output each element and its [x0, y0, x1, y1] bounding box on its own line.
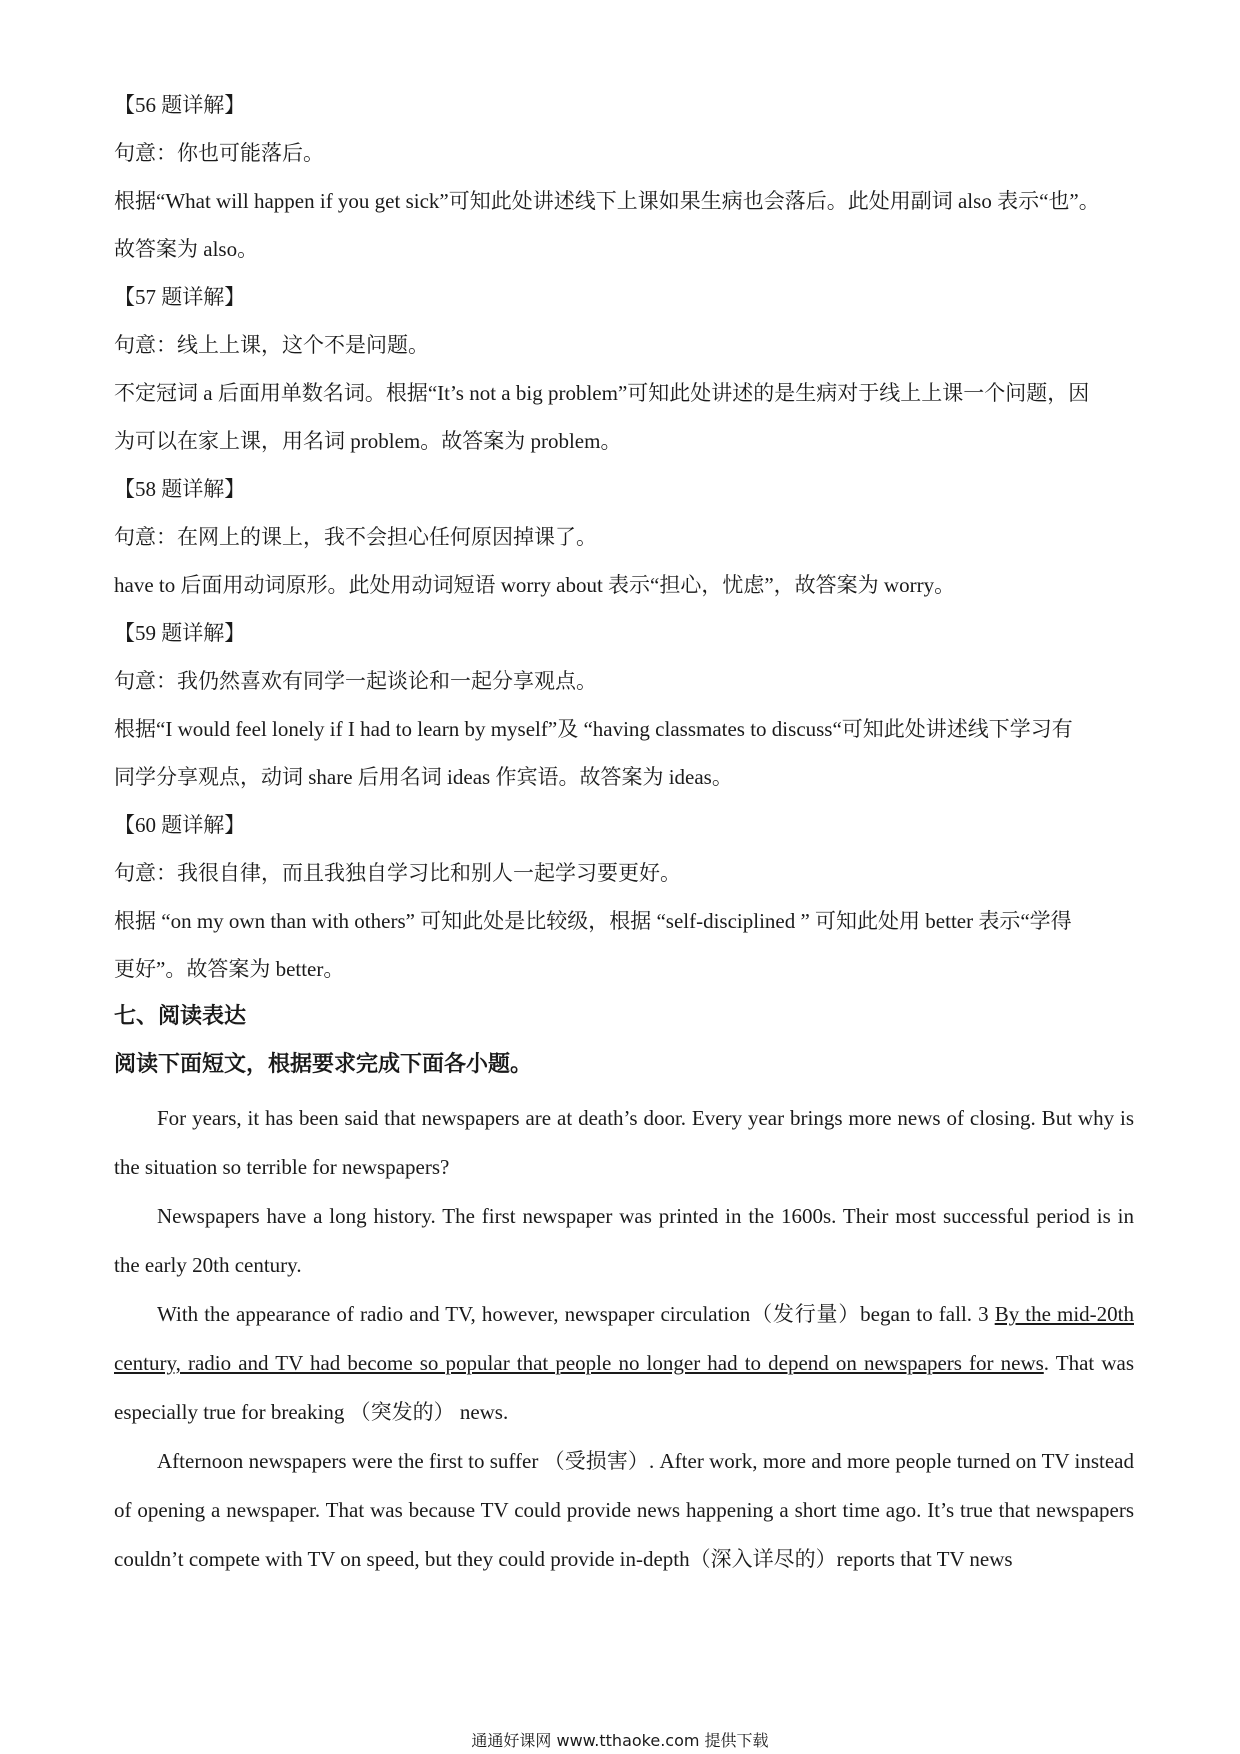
- paragraph-3-end: . That was especially true for breaking （突发的） news.: [114, 1351, 1134, 1424]
- q60-explanation: 根据 “on my own than with others” 可知此处是比较级，根据 “self-disciplined ” 可知此处用 better 表示“学得: [114, 909, 1072, 933]
- q60-meaning: 句意：我很自律，而且我独自学习比和别人一起学习要更好。: [114, 861, 681, 885]
- q57-explanation: 不定冠词 a 后面用单数名词。根据“It’s not a big problem”可知此处讲述的是生病对于线上上课一个问题，因: [114, 381, 1090, 405]
- footer-watermark: 通通好课网 www.tthaoke.com 提供下载: [471, 1731, 769, 1750]
- q56-explanation: 根据“What will happen if you get sick”可知此处讲述线下上课如果生病也会落后。此处用副词 also 表示“也”。: [114, 189, 1100, 213]
- q59-heading: 【59 题详解】: [114, 621, 246, 645]
- q56-answer: 故答案为 also。: [114, 237, 259, 261]
- q60-answer: 更好”。故答案为 better。: [114, 957, 345, 981]
- q59-explanation: 根据“I would feel lonely if I had to learn by myself”及 “having classmates to discuss“可知此处讲述线下学习有: [114, 717, 1073, 741]
- passage-paragraph-2: Newspapers have a long history. The first newspaper was printed in the 1600s. Their most successful period is in the early 20th century.: [114, 1204, 1134, 1277]
- passage-paragraph-3: [114, 1290, 1134, 1437]
- q57-heading: 【57 题详解】: [114, 285, 246, 309]
- q58-explanation: have to 后面用动词原形。此处用动词短语 worry about 表示“担心，忧虑”，故答案为 worry。: [114, 573, 956, 597]
- q59-meaning: 句意：我仍然喜欢有同学一起谈论和一起分享观点。: [114, 669, 597, 693]
- q59-answer: 同学分享观点，动词 share 后用名词 ideas 作宾语。故答案为 ideas。: [114, 765, 733, 789]
- passage-paragraph-4: Afternoon newspapers were the first to suffer （受损害）. After work, more and more people turned on TV instead of opening a newspaper. That was because TV could provide news happening a short time ago. It’s true that newspapers couldn’t compete with TV on speed, but they could provide in-depth（深入详尽的）reports that TV news: [114, 1449, 1134, 1571]
- paragraph-3-start: With the appearance of radio and TV, however, newspaper circulation（发行量）began to fall. 3: [157, 1302, 995, 1326]
- passage-paragraph-1: For years, it has been said that newspapers are at death’s door. Every year brings more news of closing. But why is the situation so terrible for newspapers?: [114, 1106, 1134, 1179]
- underlined-sentence-3: By the mid-20th century, radio and TV had become so popular that people no longer had to depend on newspapers for news: [114, 1302, 1134, 1375]
- q56-meaning: 句意：你也可能落后。: [114, 141, 324, 165]
- section-title: 七、阅读表达: [114, 1004, 247, 1029]
- q58-meaning: 句意：在网上的课上，我不会担心任何原因掉课了。: [114, 525, 597, 549]
- q57-meaning: 句意：线上上课，这个不是问题。: [114, 333, 429, 357]
- q58-heading: 【58 题详解】: [114, 477, 246, 501]
- q60-heading: 【60 题详解】: [114, 813, 246, 837]
- q57-answer: 为可以在家上课，用名词 problem。故答案为 problem。: [114, 429, 622, 453]
- instructions: 阅读下面短文，根据要求完成下面各小题。: [114, 1052, 533, 1077]
- q56-heading: 【56 题详解】: [114, 93, 246, 117]
